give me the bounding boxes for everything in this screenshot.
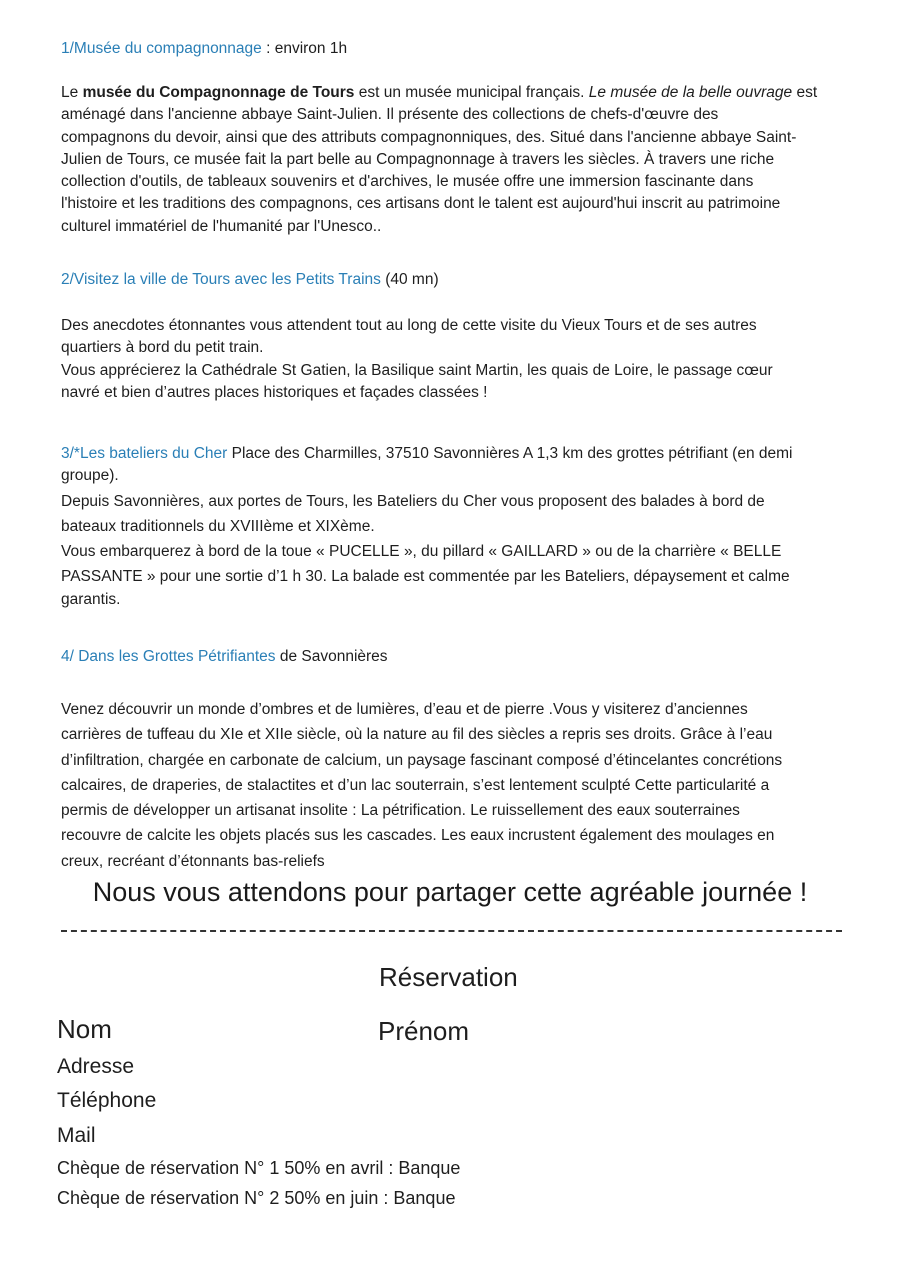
section3-centuries: XVIIIème et XIXème. (229, 517, 375, 535)
section3-line-5: PASSANTE » pour une sortie d’1 h 30. La balade est commentée par les Bateliers, dépaysement et calme (61, 568, 790, 586)
section3-line-6: garantis. (61, 590, 121, 608)
section1-line-6: culturel immatériel de l'humanité par l'Unesco.. (61, 217, 382, 235)
section2-line-0: Des anecdotes étonnantes vous attendent tout au long de cette visite du Vieux Tours et de ses autres (61, 317, 757, 334)
section3-title: 3/*Les bateliers du Cher (61, 445, 228, 462)
section3-heading (61, 443, 851, 465)
section4-title: 4/ Dans les Grottes Pétrifiantes (61, 648, 276, 665)
section1-heading (61, 38, 347, 60)
section2-title: 2/Visitez la ville de Tours avec les Petits Trains (61, 271, 381, 288)
section4-heading (61, 646, 388, 668)
field-telephone: Téléphone (57, 1089, 157, 1112)
section3-line-2: Depuis Savonnières, aux portes de Tours, les Bateliers du Cher vous proposent des balades à bord de (61, 492, 765, 510)
section3-line-3 (61, 516, 851, 538)
section2-line-3: navré et bien d’autres places historiques et façades classées ! (61, 383, 488, 401)
section1-line-2: compagnons du devoir, ainsi que des attributs compagnonniques, des. Situé dans l'ancienne abbaye Saint- (61, 128, 797, 146)
field-adresse: Adresse (57, 1055, 135, 1078)
section1-duration: : environ 1h (261, 40, 348, 57)
section1-line-1: aménagé dans l'ancienne abbaye Saint-Julien. Il présente des collections de chefs-d'œuvre des (61, 106, 719, 124)
field-nom: Nom (57, 1014, 112, 1044)
section3-boats-text: bateaux traditionnels du (61, 517, 230, 535)
section1-nickname: Le musée de la belle ouvrage (588, 84, 793, 101)
section2-paragraph (61, 315, 851, 404)
cheque-2: Chèque de réservation N° 2 50% en juin : Banque (57, 1188, 456, 1208)
section4-line-4: permis de développer un artisanat insolite : La pétrification. Le ruissellement des eaux souterraines (61, 802, 740, 820)
field-mail: Mail (57, 1124, 96, 1147)
section1-text-mid: est un musée municipal français. (354, 84, 589, 101)
section1-text-end: est (792, 84, 818, 101)
section4-line-6: creux, recréant d’étonnants bas-reliefs (61, 852, 325, 870)
section4-line-0: Venez découvrir un monde d’ombres et de lumières, d’eau et de pierre .Vous y visiterez d’anciennes (61, 701, 748, 718)
closing-message: Nous vous attendons pour partager cette agréable journée ! (92, 877, 808, 907)
section4-line-5: recouvre de calcite les objets placés sus les cascades. Les eaux incrustent également des moulages en (61, 827, 775, 845)
section1-line-3: Julien de Tours, ce musée fait la part belle au Compagnonnage à travers les siècles. À travers une riche (61, 150, 775, 168)
section1-line-4: collection d'outils, de tableaux souvenirs et d'archives, le musée offre une immersion fascinante dans (61, 173, 754, 191)
section1-line-5: l'histoire et les traditions des compagnons, ces artisans dont le talent est aujourd'hui inscrit au patrimoine (61, 195, 781, 213)
section4-place: de Savonnières (275, 648, 388, 665)
section4-paragraph (61, 697, 851, 874)
field-prenom: Prénom (378, 1016, 470, 1046)
section2-heading (61, 269, 439, 291)
reservation-title: Réservation (379, 962, 518, 992)
section4-line-3: calcaires, de draperies, de stalactites et d’un lac souterrain, s’est lentement sculpté Cette particularité a (61, 776, 770, 794)
section3-paragraph (61, 443, 851, 611)
section1-paragraph (61, 82, 851, 238)
section2-line-2: Vous apprécierez la Cathédrale St Gatien, la Basilique saint Martin, les quais de Loire, le passage cœur (61, 361, 773, 379)
section3-line-1: groupe). (61, 467, 119, 485)
section3-line-4: Vous embarquerez à bord de la toue « PUCELLE », du pillard « GAILLARD » ou de la charrière « BELLE (61, 543, 782, 561)
dashed-divider (61, 930, 842, 932)
section3-address: Place des Charmilles, 37510 Savonnières A 1,3 km des grottes pétrifiant (en demi (227, 445, 793, 462)
section4-line-1: carrières de tuffeau du XIe et XIIe siècle, où la nature au fil des siècles a repris ses droits. Grâce à l’eau (61, 726, 773, 744)
section1-title: 1/Musée du compagnonnage (61, 40, 262, 57)
section2-line-1: quartiers à bord du petit train. (61, 339, 264, 357)
section1-line-0 (61, 82, 851, 104)
section4-line-2: d’infiltration, chargée en carbonate de calcium, un paysage fascinant composé d’étincelantes concrétions (61, 751, 783, 769)
cheque-1: Chèque de réservation N° 1 50% en avril : Banque (57, 1158, 461, 1178)
section1-museum-name: musée du Compagnonnage de Tours (82, 84, 355, 101)
section1-text-pre: Le (61, 84, 83, 101)
section2-duration: (40 mn) (380, 271, 439, 288)
